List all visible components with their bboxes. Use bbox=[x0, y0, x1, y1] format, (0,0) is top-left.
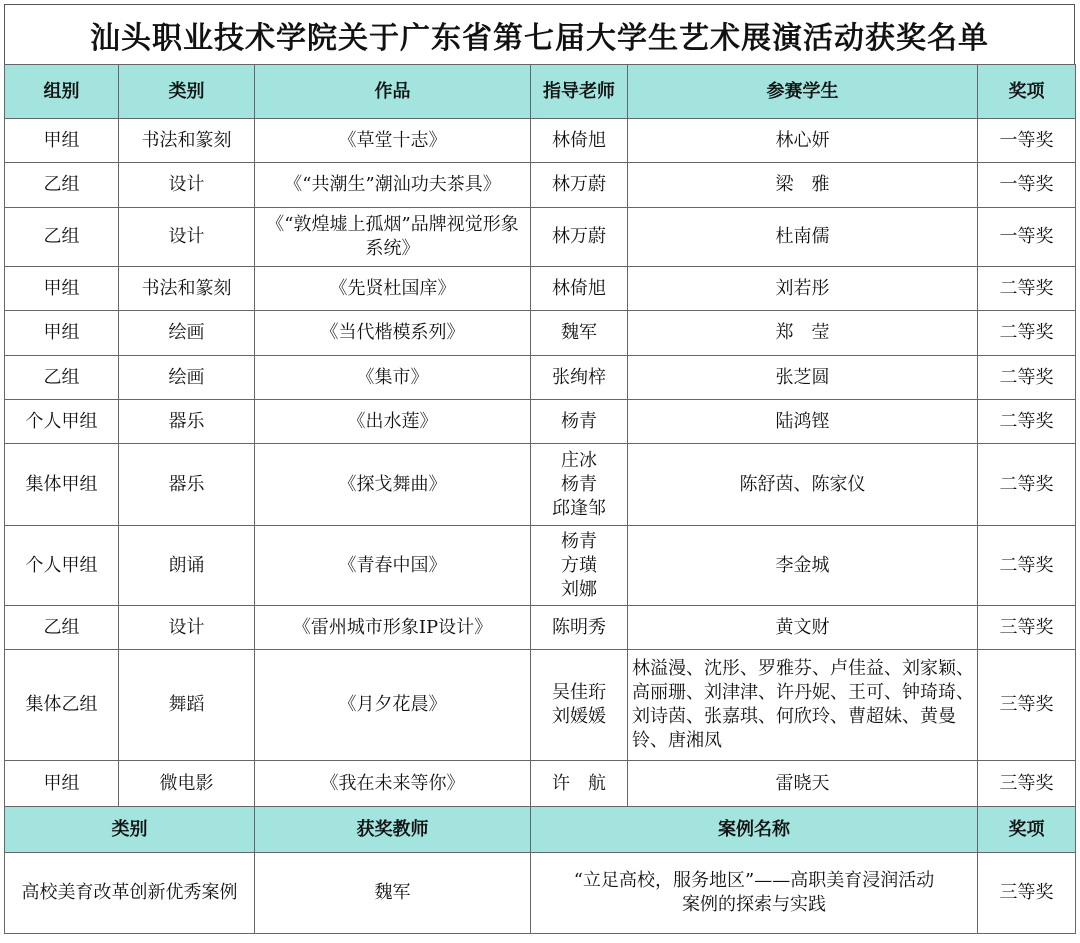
cell-award: 三等奖 bbox=[978, 606, 1076, 650]
cell-advisor bbox=[531, 163, 628, 208]
header-advisor: 指导老师 bbox=[531, 65, 628, 119]
cell-work: 《出水莲》 bbox=[255, 400, 531, 444]
advisor-name: 刘媛媛 bbox=[552, 706, 606, 727]
cell-award: 一等奖 bbox=[978, 163, 1076, 208]
table-row bbox=[5, 356, 1076, 400]
cell-category: 微电影 bbox=[119, 761, 255, 807]
header-award: 奖项 bbox=[978, 65, 1076, 119]
header-work: 作品 bbox=[255, 65, 531, 119]
case-header-category: 类别 bbox=[5, 807, 255, 853]
cell-group: 乙组 bbox=[5, 356, 119, 400]
table-row bbox=[5, 761, 1076, 807]
cell-award: 一等奖 bbox=[978, 119, 1076, 163]
header-students: 参赛学生 bbox=[628, 65, 978, 119]
cell-group: 集体甲组 bbox=[5, 444, 119, 526]
table-row bbox=[5, 119, 1076, 163]
cell-advisor bbox=[531, 650, 628, 761]
advisor-name: 张绚梓 bbox=[552, 366, 606, 388]
cell-students: 陈舒茵、陈家仪 bbox=[628, 444, 978, 526]
cell-award: 二等奖 bbox=[978, 311, 1076, 356]
cell-students: 林心妍 bbox=[628, 119, 978, 163]
cell-advisor bbox=[531, 606, 628, 650]
advisor-name: 杨青 bbox=[561, 473, 597, 495]
advisor-name: 林倚旭 bbox=[552, 129, 606, 151]
table-row bbox=[5, 606, 1076, 650]
cell-category: 设计 bbox=[119, 208, 255, 267]
header-category: 类别 bbox=[119, 65, 255, 119]
cell-students: 刘若彤 bbox=[628, 267, 978, 311]
cell-students: 陆鸿铿 bbox=[628, 400, 978, 444]
cell-advisor bbox=[531, 761, 628, 807]
advisor-name: 魏军 bbox=[561, 322, 597, 343]
cell-work: 《草堂十志》 bbox=[255, 119, 531, 163]
cell-students: 杜南儒 bbox=[628, 208, 978, 267]
case-teacher: 魏军 bbox=[255, 853, 531, 934]
table-row bbox=[5, 311, 1076, 356]
cell-category: 书法和篆刻 bbox=[119, 119, 255, 163]
cell-work: 《“敦煌墟上孤烟”品牌视觉形象系统》 bbox=[255, 208, 531, 267]
case-header-award: 奖项 bbox=[978, 807, 1076, 853]
advisor-name: 许 航 bbox=[552, 772, 606, 794]
cell-category: 舞蹈 bbox=[119, 650, 255, 761]
cell-students: 黄文财 bbox=[628, 606, 978, 650]
cell-students: 林溢漫、沈彤、罗雅芬、卢佳益、刘家颖、高丽珊、刘津津、许丹妮、王可、钟琦琦、刘诗茵、张嘉琪、何欣玲、曹超妹、黄曼铃、唐湘凤 bbox=[628, 650, 978, 761]
advisor-name: 陈明秀 bbox=[552, 616, 606, 638]
cell-award: 三等奖 bbox=[978, 650, 1076, 761]
header-group: 组别 bbox=[5, 65, 119, 119]
cell-category: 器乐 bbox=[119, 444, 255, 526]
case-award: 三等奖 bbox=[978, 853, 1076, 934]
cell-award: 二等奖 bbox=[978, 526, 1076, 606]
award-table bbox=[4, 64, 1076, 934]
cell-advisor bbox=[531, 119, 628, 163]
cell-award: 一等奖 bbox=[978, 208, 1076, 267]
cell-category: 绘画 bbox=[119, 311, 255, 356]
cell-category: 设计 bbox=[119, 606, 255, 650]
case-header-row bbox=[5, 807, 1076, 853]
cell-work: 《“共潮生”潮汕功夫茶具》 bbox=[255, 163, 531, 208]
cell-advisor bbox=[531, 267, 628, 311]
cell-category: 书法和篆刻 bbox=[119, 267, 255, 311]
cell-group: 个人甲组 bbox=[5, 526, 119, 606]
cell-category: 绘画 bbox=[119, 356, 255, 400]
table-row bbox=[5, 267, 1076, 311]
cell-work: 《先贤杜国庠》 bbox=[255, 267, 531, 311]
table-row bbox=[5, 208, 1076, 267]
case-row bbox=[5, 853, 1076, 934]
table-row bbox=[5, 163, 1076, 208]
cell-award: 二等奖 bbox=[978, 356, 1076, 400]
cell-advisor bbox=[531, 526, 628, 606]
cell-category: 器乐 bbox=[119, 400, 255, 444]
table-row bbox=[5, 444, 1076, 526]
table-row bbox=[5, 400, 1076, 444]
cell-group: 甲组 bbox=[5, 761, 119, 807]
cell-group: 集体乙组 bbox=[5, 650, 119, 761]
advisor-name: 林倚旭 bbox=[552, 277, 606, 299]
advisor-name: 林万蔚 bbox=[552, 174, 606, 195]
page-title: 汕头职业技术学院关于广东省第七届大学生艺术展演活动获奖名单 bbox=[4, 4, 1075, 64]
cell-students: 雷晓天 bbox=[628, 761, 978, 807]
cell-advisor bbox=[531, 444, 628, 526]
cell-advisor bbox=[531, 311, 628, 356]
cell-students: 张芝圆 bbox=[628, 356, 978, 400]
cell-group: 甲组 bbox=[5, 267, 119, 311]
table-row bbox=[5, 526, 1076, 606]
cell-work: 《探戈舞曲》 bbox=[255, 444, 531, 526]
award-list-sheet bbox=[4, 4, 1075, 938]
cell-award: 二等奖 bbox=[978, 400, 1076, 444]
case-category: 高校美育改革创新优秀案例 bbox=[5, 853, 255, 934]
cell-group: 乙组 bbox=[5, 606, 119, 650]
advisor-name: 庄冰 bbox=[561, 449, 597, 471]
cell-group: 甲组 bbox=[5, 119, 119, 163]
cell-category: 设计 bbox=[119, 163, 255, 208]
cell-work: 《我在未来等你》 bbox=[255, 761, 531, 807]
case-name: “立足高校，服务地区”——高职美育浸润活动案例的探索与实践 bbox=[531, 853, 978, 934]
advisor-name: 杨青 bbox=[561, 530, 597, 552]
cell-award: 二等奖 bbox=[978, 444, 1076, 526]
cell-work: 《月夕花晨》 bbox=[255, 650, 531, 761]
case-header-teacher: 获奖教师 bbox=[255, 807, 531, 853]
cell-work: 《当代楷模系列》 bbox=[255, 311, 531, 356]
cell-work: 《青春中国》 bbox=[255, 526, 531, 606]
cell-group: 甲组 bbox=[5, 311, 119, 356]
table-row bbox=[5, 650, 1076, 761]
cell-advisor bbox=[531, 400, 628, 444]
cell-group: 乙组 bbox=[5, 208, 119, 267]
advisor-name: 杨青 bbox=[561, 410, 597, 432]
advisor-name: 刘娜 bbox=[561, 578, 597, 600]
cell-group: 乙组 bbox=[5, 163, 119, 208]
cell-students: 梁 雅 bbox=[628, 163, 978, 208]
cell-students: 李金城 bbox=[628, 526, 978, 606]
cell-group: 个人甲组 bbox=[5, 400, 119, 444]
header-row bbox=[5, 65, 1076, 119]
advisor-name: 方璜 bbox=[561, 554, 597, 576]
cell-award: 二等奖 bbox=[978, 267, 1076, 311]
cell-advisor bbox=[531, 356, 628, 400]
advisor-name: 吴佳珩 bbox=[552, 682, 606, 703]
advisor-name: 邱逢邹 bbox=[552, 497, 606, 519]
advisor-name: 林万蔚 bbox=[552, 226, 606, 247]
cell-students: 郑 莹 bbox=[628, 311, 978, 356]
cell-advisor bbox=[531, 208, 628, 267]
cell-award: 三等奖 bbox=[978, 761, 1076, 807]
cell-work: 《集市》 bbox=[255, 356, 531, 400]
cell-work: 《雷州城市形象IP设计》 bbox=[255, 606, 531, 650]
cell-category: 朗诵 bbox=[119, 526, 255, 606]
case-header-name: 案例名称 bbox=[531, 807, 978, 853]
